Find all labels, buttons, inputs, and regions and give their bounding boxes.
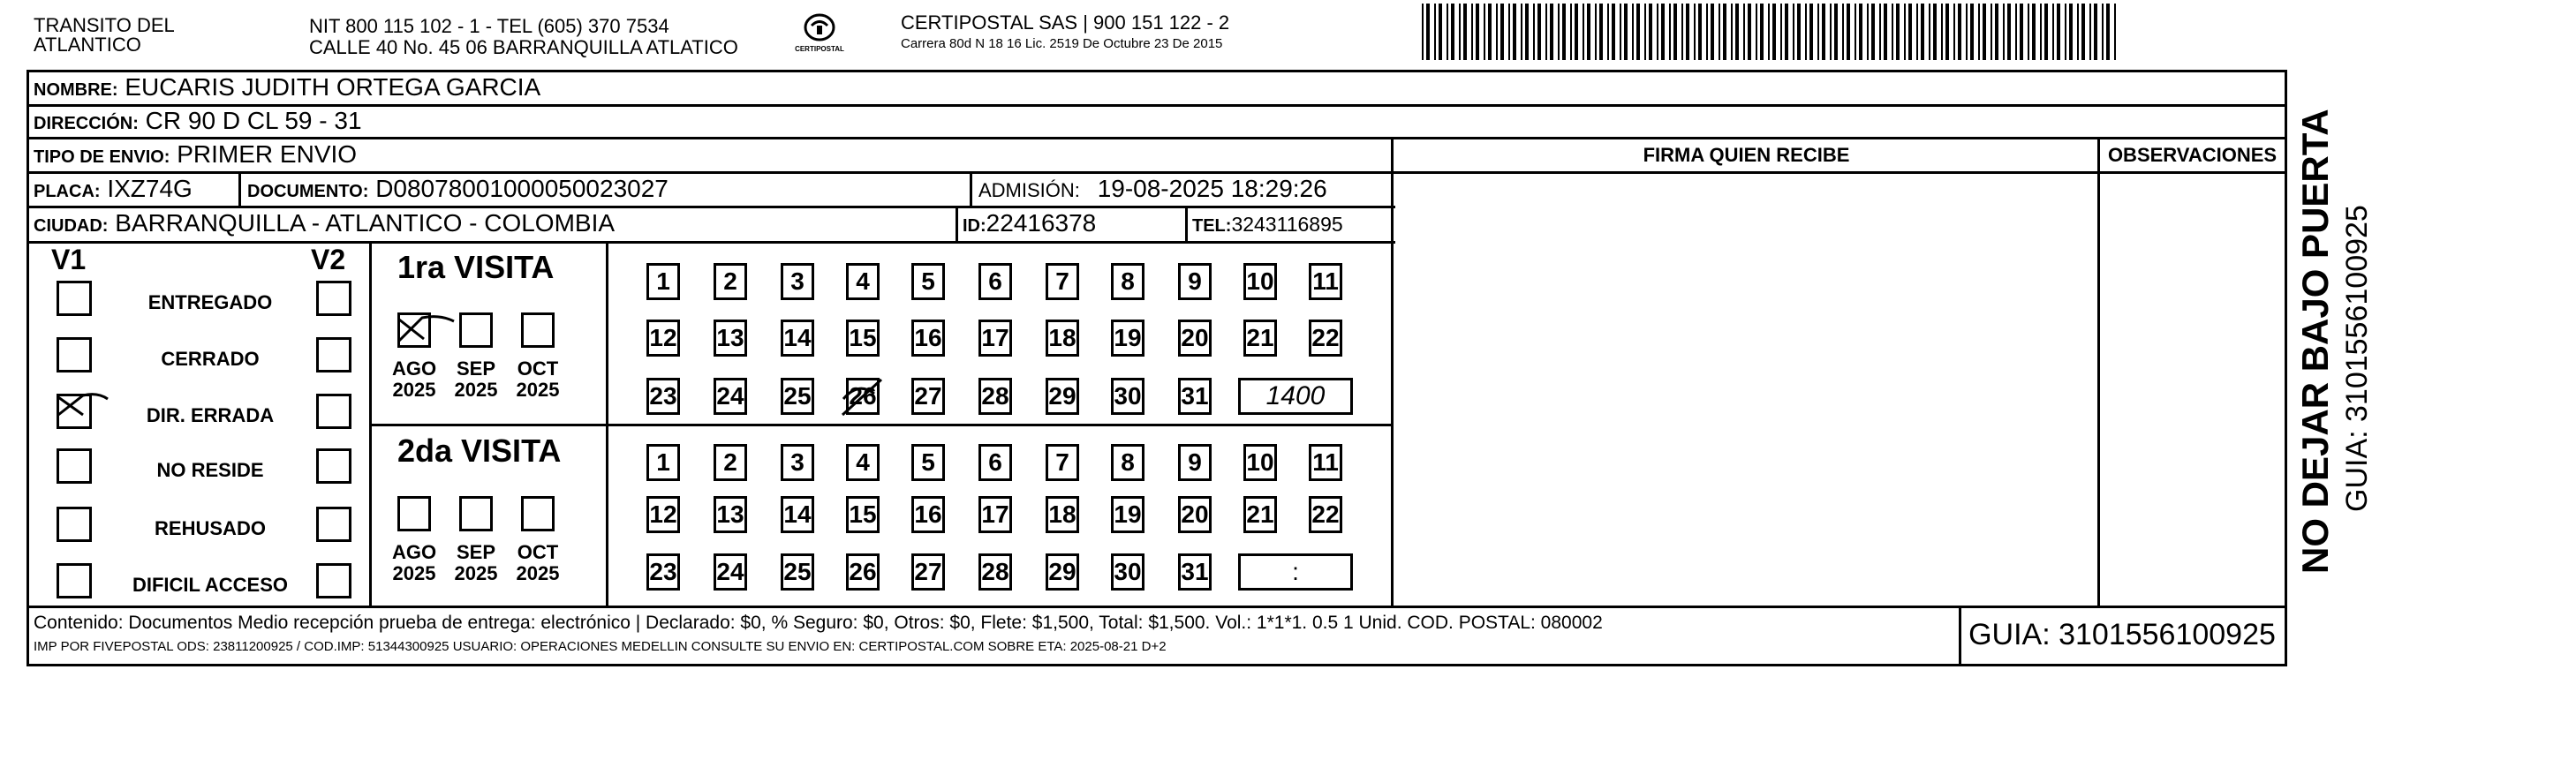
second-visit-title: 2da VISITA <box>397 433 562 469</box>
day-box[interactable]: 7 <box>1046 444 1079 481</box>
day-box[interactable]: 9 <box>1178 263 1212 300</box>
day-box[interactable]: 30 <box>1111 553 1144 591</box>
address-line: CALLE 40 No. 45 06 BARRANQUILLA ATLATICO <box>309 36 738 58</box>
day-box[interactable]: 24 <box>714 378 747 415</box>
day-box[interactable]: 24 <box>714 553 747 591</box>
day-box[interactable]: 17 <box>978 320 1012 357</box>
day-box[interactable]: 23 <box>646 553 680 591</box>
day-box[interactable]: 10 <box>1243 263 1277 300</box>
day-box[interactable]: 14 <box>781 320 814 357</box>
day-box[interactable]: 1 <box>646 444 680 481</box>
day-box[interactable]: 22 <box>1309 320 1342 357</box>
month-year: 2025 <box>516 379 560 401</box>
day-box[interactable]: 21 <box>1243 320 1277 357</box>
footer-guia: GUIA: 3101556100925 <box>1968 618 2276 651</box>
day-box[interactable]: 17 <box>978 496 1012 533</box>
day-box[interactable]: 28 <box>978 378 1012 415</box>
logo-text: CERTIPOSTAL <box>795 45 844 53</box>
day-box[interactable]: 12 <box>646 496 680 533</box>
tipo-label: TIPO DE ENVIO: <box>34 147 170 167</box>
day-box[interactable]: 3 <box>781 263 814 300</box>
tipo-value: PRIMER ENVIO <box>177 140 358 168</box>
footer-line2: IMP POR FIVEPOSTAL ODS: 23811200925 / COD.IMP: 51344300925 USUARIO: OPERACIONES MEDELLIN CONSULTE SU ENVIO EN: CERTIPOSTAL.COM SOBRE ETA: 2025-08-21 D+2 <box>34 639 1167 654</box>
day-box[interactable]: 27 <box>911 378 945 415</box>
day-box[interactable]: 11 <box>1309 263 1342 300</box>
day-box[interactable]: 13 <box>714 320 747 357</box>
tel-value: 3243116895 <box>1231 213 1343 236</box>
side-warning: NO DEJAR BAJO PUERTA <box>2294 109 2336 574</box>
day-box[interactable]: 29 <box>1046 378 1079 415</box>
day-box[interactable]: 29 <box>1046 553 1079 591</box>
day-box[interactable]: 7 <box>1046 263 1079 300</box>
day-box[interactable]: 30 <box>1111 378 1144 415</box>
day-box[interactable]: 31 <box>1178 378 1212 415</box>
documento-label: DOCUMENTO: <box>247 182 369 201</box>
day-box[interactable]: 12 <box>646 320 680 357</box>
day-box[interactable]: 2 <box>714 263 747 300</box>
certipostal-line1: CERTIPOSTAL SAS | 900 151 122 - 2 <box>901 11 1230 34</box>
day-box[interactable]: 14 <box>781 496 814 533</box>
status-label: ENTREGADO <box>147 291 273 313</box>
day-box[interactable]: 25 <box>781 553 814 591</box>
month-name: OCT <box>517 541 559 563</box>
day-box[interactable]: 5 <box>911 444 945 481</box>
day-box[interactable]: 1 <box>646 263 680 300</box>
nit-line: NIT 800 115 102 - 1 - TEL (605) 370 7534 <box>309 15 669 37</box>
direccion-value: CR 90 D CL 59 - 31 <box>145 107 362 134</box>
admision-label: ADMISIÓN: <box>978 179 1080 201</box>
month-year: 2025 <box>454 379 498 401</box>
observaciones-header: OBSERVACIONES <box>2107 144 2278 166</box>
day-box[interactable]: 4 <box>846 444 880 481</box>
day-box[interactable]: 2 <box>714 444 747 481</box>
status-label: DIR. ERRADA <box>146 404 275 426</box>
footer-line1: Contenido: Documentos Medio recepción prueba de entrega: electrónico | Declarado: $0, % Seguro: $0, Otros: $0, Flete: $1,500, Total: $1,500. Vol.: 1*1*1. 0.5 1 Unid. COD. POSTAL: 080002 <box>34 613 1603 633</box>
day-box[interactable]: 19 <box>1111 496 1144 533</box>
day-box[interactable]: 23 <box>646 378 680 415</box>
month-name: AGO <box>391 357 437 380</box>
day-box[interactable]: 18 <box>1046 496 1079 533</box>
day-box[interactable]: 3 <box>781 444 814 481</box>
day-box[interactable]: 16 <box>911 496 945 533</box>
status-label: NO RESIDE <box>156 459 264 481</box>
check-ago-icon <box>399 317 454 341</box>
status-label: REHUSADO <box>155 517 266 539</box>
documento-value: D08078001000050023027 <box>375 175 669 202</box>
day-box[interactable]: 11 <box>1309 444 1342 481</box>
day-box[interactable]: 15 <box>846 496 880 533</box>
day-box[interactable]: 31 <box>1178 553 1212 591</box>
nombre-value: EUCARIS JUDITH ORTEGA GARCIA <box>125 73 541 101</box>
firma-header: FIRMA QUIEN RECIBE <box>1643 144 1850 166</box>
day-box[interactable]: 8 <box>1111 263 1144 300</box>
day-box[interactable]: 26 <box>846 553 880 591</box>
day-box[interactable]: 4 <box>846 263 880 300</box>
first-visit-title: 1ra VISITA <box>397 249 555 285</box>
scribble-day-26-icon <box>842 380 881 415</box>
day-box[interactable]: 28 <box>978 553 1012 591</box>
side-guia: GUIA: 3101556100925 <box>2340 205 2374 512</box>
month-name: OCT <box>517 357 559 380</box>
company-line1: TRANSITO DEL <box>34 14 175 36</box>
id-value: 22416378 <box>986 209 1097 237</box>
month-name: SEP <box>456 357 496 380</box>
time-field[interactable]: : <box>1238 553 1353 591</box>
day-box[interactable]: 8 <box>1111 444 1144 481</box>
day-box[interactable]: 15 <box>846 320 880 357</box>
day-box[interactable]: 20 <box>1178 320 1212 357</box>
day-box[interactable]: 27 <box>911 553 945 591</box>
day-box[interactable]: 13 <box>714 496 747 533</box>
status-label: DIFICIL ACCESO <box>132 574 288 596</box>
day-box[interactable]: 26 <box>846 378 880 415</box>
day-box[interactable]: 21 <box>1243 496 1277 533</box>
status-label: CERRADO <box>161 348 260 370</box>
day-box[interactable]: 10 <box>1243 444 1277 481</box>
day-box[interactable]: 6 <box>978 263 1012 300</box>
month-year: 2025 <box>516 562 560 584</box>
month-name: SEP <box>456 541 496 563</box>
day-box[interactable]: 19 <box>1111 320 1144 357</box>
month-year: 2025 <box>454 562 498 584</box>
day-box[interactable]: 18 <box>1046 320 1079 357</box>
placa-value: IXZ74G <box>107 175 193 202</box>
v1-label: V1 <box>51 244 87 275</box>
company-line2: ATLANTICO <box>34 34 141 56</box>
direccion-label: DIRECCIÓN: <box>34 114 139 133</box>
day-box[interactable]: 16 <box>911 320 945 357</box>
v2-label: V2 <box>311 244 346 275</box>
id-label: ID: <box>963 216 986 236</box>
tel-label: TEL: <box>1192 216 1232 236</box>
nombre-label: NOMBRE: <box>34 80 118 100</box>
day-box[interactable]: 5 <box>911 263 945 300</box>
placa-label: PLACA: <box>34 182 101 201</box>
ciudad-label: CIUDAD: <box>34 216 109 236</box>
day-box[interactable]: 20 <box>1178 496 1212 533</box>
month-year: 2025 <box>392 379 436 401</box>
day-box[interactable]: 9 <box>1178 444 1212 481</box>
month-name: AGO <box>391 541 437 563</box>
check-dir-errada-icon <box>58 395 108 415</box>
time-field[interactable]: 1400 <box>1238 378 1353 415</box>
ciudad-value: BARRANQUILLA - ATLANTICO - COLOMBIA <box>115 209 616 237</box>
admision-value: 19-08-2025 18:29:26 <box>1097 175 1327 202</box>
month-year: 2025 <box>392 562 436 584</box>
day-box[interactable]: 25 <box>781 378 814 415</box>
certipostal-line2: Carrera 80d N 18 16 Lic. 2519 De Octubre 23 De 2015 <box>901 36 1223 51</box>
day-box[interactable]: 6 <box>978 444 1012 481</box>
day-box[interactable]: 22 <box>1309 496 1342 533</box>
